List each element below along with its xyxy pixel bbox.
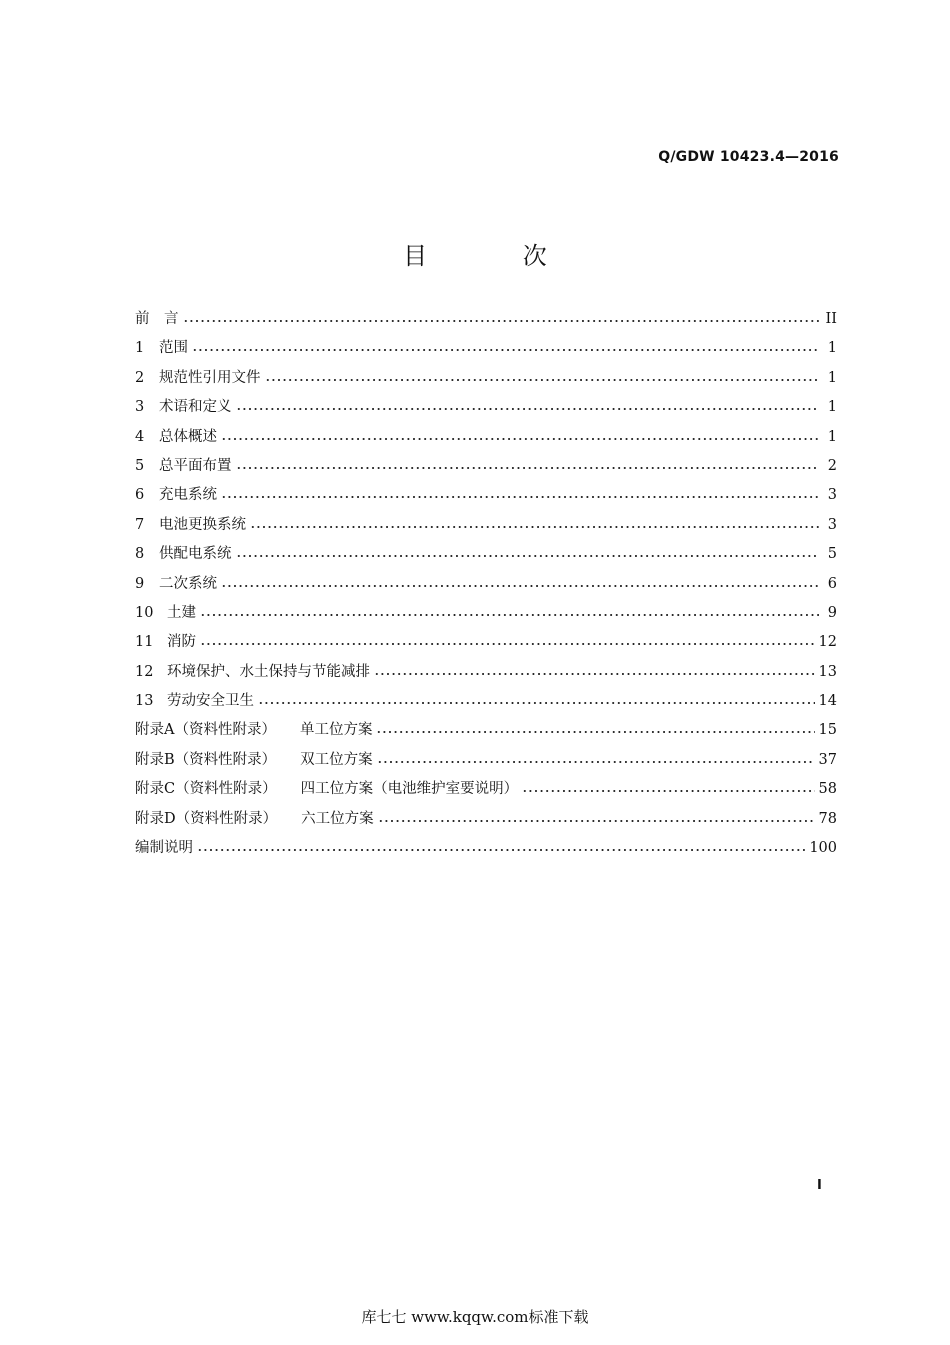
toc-entry-number: 7 — [135, 516, 145, 533]
toc-entry-label: 单工位方案 — [299, 722, 373, 739]
toc-entry-8[interactable] — [135, 542, 837, 571]
toc-entry-page: 78 — [818, 810, 837, 827]
toc-entry-label: 土建 — [167, 604, 196, 621]
toc-entry-number: 附录A（资料性附录） — [135, 722, 276, 739]
toc-dot-leader — [258, 691, 815, 705]
toc-entry-number: 附录D（资料性附录） — [135, 810, 278, 827]
toc-entry-label: 供配电系统 — [159, 546, 232, 563]
toc-entry-foreword[interactable] — [135, 307, 837, 336]
toc-entry-2[interactable] — [135, 366, 837, 395]
toc-entry-label: 环境保护、水土保持与节能减排 — [167, 663, 370, 680]
toc-entry-label: 消防 — [167, 634, 196, 651]
toc-entry-label: 四工位方案（电池维护室要说明） — [300, 781, 519, 798]
toc-entry-3[interactable] — [135, 395, 837, 424]
toc-entry-number: 9 — [135, 575, 145, 592]
toc-entry-13[interactable] — [135, 689, 837, 718]
toc-entry-appendix-b[interactable] — [135, 748, 837, 777]
toc-entry-label: 编制说明 — [135, 840, 193, 857]
toc-entry-appendix-c[interactable] — [135, 777, 837, 806]
toc-entry-page: 12 — [818, 634, 837, 651]
toc-dot-leader — [200, 632, 815, 646]
toc-entry-label: 总体概述 — [159, 428, 217, 445]
toc-dot-leader — [197, 838, 805, 852]
toc-entry-page: 13 — [818, 663, 837, 680]
toc-entry-page: 1 — [827, 399, 837, 416]
toc-entry-11[interactable] — [135, 630, 837, 659]
toc-entry-appendix-d[interactable] — [135, 807, 837, 836]
toc-dot-leader — [378, 809, 815, 823]
toc-entry-1[interactable] — [135, 336, 837, 365]
toc-entry-label: 规范性引用文件 — [159, 369, 261, 386]
toc-entry-number: 1 — [135, 340, 145, 357]
table-of-contents — [135, 307, 837, 865]
toc-dot-leader — [221, 574, 819, 588]
toc-entry-number: 8 — [135, 546, 145, 563]
toc-entry-label: 双工位方案 — [300, 751, 373, 768]
toc-entry-label: 六工位方案 — [301, 810, 374, 827]
footer-watermark: 库七七 www.kqqw.com标准下载 — [361, 1308, 589, 1326]
toc-entry-label: 前 言 — [135, 311, 179, 327]
toc-dot-leader — [236, 397, 820, 411]
toc-entry-page: 100 — [809, 840, 837, 857]
toc-dot-leader — [250, 515, 819, 529]
toc-entry-number: 10 — [135, 604, 154, 621]
toc-dot-leader — [522, 779, 814, 793]
toc-entry-5[interactable] — [135, 454, 837, 483]
toc-entry-page: 1 — [827, 340, 837, 357]
toc-entry-label: 范围 — [159, 340, 188, 357]
toc-entry-page: 15 — [818, 722, 837, 739]
toc-entry-9[interactable] — [135, 572, 837, 601]
toc-entry-page: 58 — [818, 781, 837, 798]
toc-dot-leader — [183, 309, 820, 323]
toc-entry-number: 6 — [135, 487, 145, 504]
toc-entry-10[interactable] — [135, 601, 837, 630]
toc-entry-page: 1 — [827, 428, 837, 445]
page-title: 目 次 — [403, 242, 591, 270]
toc-entry-label: 术语和定义 — [159, 399, 232, 416]
toc-entry-7[interactable] — [135, 513, 837, 542]
page-number: I — [817, 1178, 822, 1193]
toc-entry-label: 二次系统 — [159, 575, 217, 592]
toc-entry-number: 3 — [135, 399, 145, 416]
toc-entry-label: 劳动安全卫生 — [167, 693, 254, 710]
toc-entry-page: 2 — [827, 457, 837, 474]
toc-entry-page: II — [825, 311, 837, 327]
toc-dot-leader — [221, 427, 819, 441]
toc-dot-leader — [221, 485, 819, 499]
toc-entry-number: 附录C（资料性附录） — [135, 781, 277, 798]
toc-entry-4[interactable] — [135, 425, 837, 454]
toc-entry-label: 电池更换系统 — [159, 516, 246, 533]
toc-entry-page: 3 — [827, 516, 837, 533]
toc-entry-number: 5 — [135, 457, 145, 474]
toc-entry-page: 6 — [827, 575, 837, 592]
toc-entry-page: 37 — [818, 751, 837, 768]
toc-entry-page: 1 — [827, 369, 837, 386]
toc-dot-leader — [374, 662, 815, 676]
toc-dot-leader — [236, 456, 820, 470]
toc-entry-number: 13 — [135, 693, 154, 710]
toc-dot-leader — [200, 603, 819, 617]
document-code: Q/GDW 10423.4—2016 — [658, 149, 839, 165]
toc-entry-page: 14 — [818, 693, 837, 710]
toc-entry-number: 4 — [135, 428, 145, 445]
toc-entry-compilation-notes[interactable] — [135, 836, 837, 865]
toc-entry-page: 5 — [827, 546, 837, 563]
toc-entry-page: 9 — [827, 604, 837, 621]
toc-entry-number: 附录B（资料性附录） — [135, 751, 277, 768]
toc-dot-leader — [236, 544, 820, 558]
toc-dot-leader — [265, 368, 820, 382]
toc-entry-number: 2 — [135, 369, 145, 386]
toc-entry-page: 3 — [827, 487, 837, 504]
toc-entry-appendix-a[interactable] — [135, 718, 837, 747]
toc-dot-leader — [377, 750, 815, 764]
toc-dot-leader — [192, 338, 819, 352]
toc-entry-number: 11 — [135, 634, 154, 651]
toc-entry-label: 总平面布置 — [159, 457, 232, 474]
toc-entry-6[interactable] — [135, 483, 837, 512]
toc-entry-label: 充电系统 — [159, 487, 217, 504]
toc-dot-leader — [376, 720, 814, 734]
toc-entry-number: 12 — [135, 663, 154, 680]
toc-entry-12[interactable] — [135, 660, 837, 689]
